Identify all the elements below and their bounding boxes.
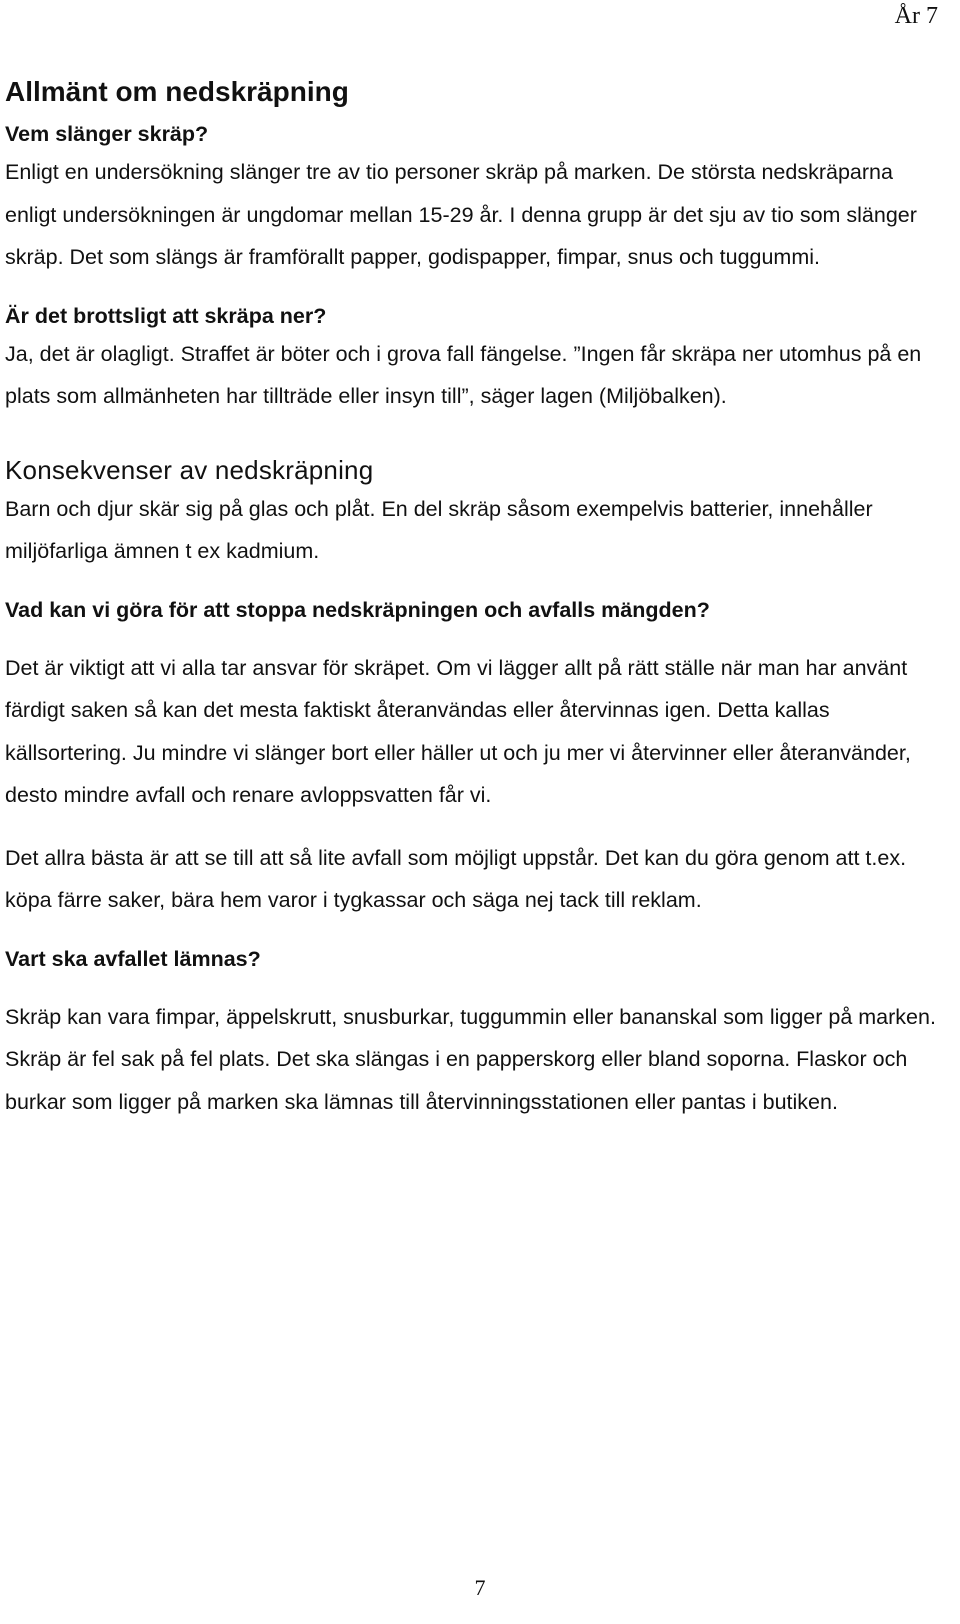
spacer	[5, 627, 950, 647]
spacer	[5, 817, 950, 837]
section-heading-is-it-illegal: Är det brottsligt att skräpa ner?	[5, 303, 327, 328]
paragraph-responsibility: Det är viktigt att vi alla tar ansvar för skräpet. Om vi lägger allt på rätt ställe när man har använt färdigt saken så kan det mesta faktiskt återanvändas eller återvinnas igen. Detta kallas källsortering. Ju mindre vi slänger bort eller häller ut och ju mer vi återvinner eller återanvänder, desto mindre avfall och renare avloppsvatten får vi.	[5, 655, 911, 807]
section-heading-who-litters: Vem slänger skräp?	[5, 122, 209, 146]
paragraph-is-it-illegal: Ja, det är olagligt. Straffet är böter och i grova fall fängelse. ”Ingen får skräpa ner utomhus på en plats som allmänheten har tillträde eller insyn till”, säger lagen (Miljöbalken).	[5, 341, 922, 408]
spacer	[5, 418, 950, 452]
paragraph-reduce-waste: Det allra bästa är att se till att så lite avfall som möjligt uppstår. Det kan du göra genom att t.ex. köpa färre saker, bära hem varor i tygkassar och säga nej tack till reklam.	[5, 845, 907, 912]
page-number: 7	[474, 1575, 486, 1600]
spacer	[5, 279, 950, 299]
section-heading-where-to-leave: Vart ska avfallet lämnas?	[5, 946, 261, 971]
running-header: År 7	[894, 3, 938, 29]
paragraph-consequences: Barn och djur skär sig på glas och plåt. En del skräp såsom exempelvis batterier, innehåller miljöfarliga ämnen t ex kadmium.	[5, 496, 873, 563]
section-heading-consequences: Konsekvenser av nedskräpning	[5, 454, 374, 485]
document-body	[5, 73, 950, 1123]
paragraph-where-to-leave: Skräp kan vara fimpar, äppelskrutt, snusburkar, tuggummin eller bananskal som ligger på marken. Skräp är fel sak på fel plats. Det ska slängas i en papperskorg eller bland soporna. Flaskor och burkar som ligger på marken ska lämnas till återvinningsstationen eller pantas i butiken.	[5, 1004, 936, 1114]
document-title: Allmänt om nedskräpning	[5, 76, 349, 107]
spacer	[5, 922, 950, 942]
section-heading-what-can-we-do: Vad kan vi göra för att stoppa nedskräpningen och avfalls mängden?	[5, 597, 710, 622]
paragraph-who-litters: Enligt en undersökning slänger tre av tio personer skräp på marken. De största nedskräparna enligt undersökningen är ungdomar mellan 15-29 år. I denna grupp är det sju av tio som slänger skräp. Det som slängs är framförallt papper, godispapper, fimpar, snus och tuggummi.	[5, 160, 917, 269]
spacer	[5, 976, 950, 996]
spacer	[5, 573, 950, 593]
